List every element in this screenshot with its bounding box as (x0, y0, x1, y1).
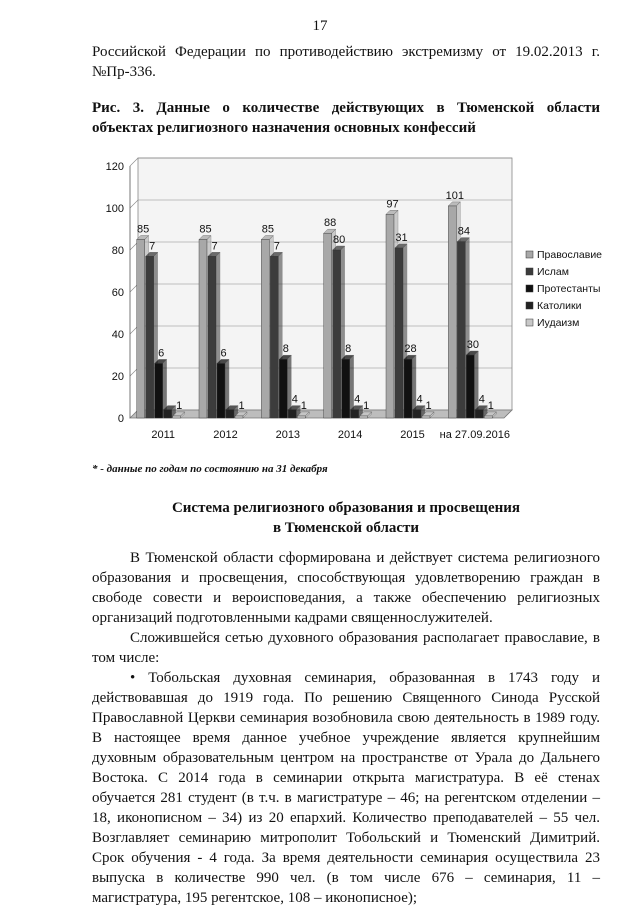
legend-entry: Протестанты (537, 283, 601, 295)
data-label: 1 (487, 399, 494, 412)
data-label: 85 (137, 223, 150, 236)
legend-entry: Католики (537, 300, 582, 312)
legend-entry: Ислам (537, 266, 569, 278)
section-heading (92, 498, 600, 538)
bar (466, 355, 474, 418)
section-heading-line-1: Система религиозного образования и просвещения (171, 500, 521, 516)
data-label: 4 (416, 393, 423, 406)
bar (484, 416, 492, 418)
data-label: 101 (445, 189, 465, 202)
bar (270, 256, 278, 418)
bar-chart (92, 150, 614, 455)
data-label: 1 (363, 399, 370, 412)
data-label: 8 (345, 343, 352, 356)
paragraph-bullet-seminary: • Тобольская духовная семинария, образованная в 1743 году и действовавшая до 1919 года. По решению Священного Синода Русской Православной Церкви семинария возобновила свою деятельность в 1989 году. В настоящее время данное учебное учреждение является крупнейшим духовным образовательным центром на пространстве от Урала до Дальнего Востока. С 2014 года в семинарии открыта магистратура. В её стенах обучается 281 студент (в т.ч. в магистратуре – 46; на регентском отделении – 18, иконописном – 34) из 20 епархий. Количество преподавателей – 55 чел. Возглавляет семинарию митрополит Тобольский и Тюменский Димитрий. Срок обучения - 4 года. За время деятельности семинария осуществила 23 выпуска в количестве 990 чел. (в том числе 676 – семинария, 11 – магистратура, 195 регентское, 108 – иконописное); (92, 670, 600, 906)
bar (288, 410, 296, 418)
bar (226, 410, 234, 418)
x-tick-label: 2014 (337, 429, 363, 441)
bar (360, 416, 368, 418)
data-label: 1 (238, 399, 245, 412)
bar (199, 240, 207, 419)
data-label: 1 (425, 399, 432, 412)
bar (351, 410, 359, 418)
y-tick-label: 60 (111, 287, 124, 299)
bar (342, 359, 350, 418)
page-number: 17 (312, 18, 328, 34)
legend-swatch (526, 285, 533, 292)
data-label: 6 (220, 347, 227, 360)
data-label: 7 (273, 240, 280, 253)
data-label: 28 (404, 343, 417, 356)
bar (333, 250, 341, 418)
data-label: 80 (333, 234, 346, 246)
bar (413, 410, 421, 418)
bar (279, 359, 287, 418)
chart-svg (92, 150, 614, 455)
y-tick-label: 120 (105, 161, 124, 173)
y-tick-label: 40 (111, 329, 124, 341)
data-label: 84 (457, 225, 470, 238)
data-label: 4 (354, 393, 361, 406)
bar (235, 416, 243, 418)
data-label: 1 (300, 399, 307, 412)
x-tick-label: 2012 (213, 429, 238, 441)
x-tick-label: 2013 (275, 429, 301, 441)
paragraph-2: Сложившейся сетью духовного образования располагает православие, в том числе: (92, 630, 600, 666)
data-label: 97 (386, 198, 399, 211)
figure-title-line-2: объектах религиозного назначения основных конфессий (92, 120, 476, 136)
data-label: 31 (395, 231, 408, 244)
legend-swatch (526, 268, 533, 275)
y-tick-label: 80 (111, 245, 124, 257)
bar (155, 363, 163, 418)
bar (457, 242, 465, 418)
body-text (92, 548, 600, 908)
bar (422, 416, 430, 418)
data-label: 1 (176, 399, 183, 412)
data-label: 7 (211, 240, 218, 253)
intro-line-1: Российской Федерации по противодействию экстремизму от 19.02.2013 г. (92, 44, 600, 60)
figure-title (92, 98, 600, 138)
x-tick-label: 2011 (151, 429, 175, 441)
x-tick-label: 2015 (400, 429, 425, 441)
section-heading-line-2: в Тюменской области (272, 520, 420, 536)
y-tick-label: 100 (105, 203, 124, 215)
bar (448, 206, 456, 418)
legend-swatch (526, 251, 533, 258)
data-label: 8 (282, 343, 289, 356)
x-tick-label: на 27.09.2016 (439, 429, 510, 441)
paragraph-1: В Тюменской области сформирована и действует система религиозного образования и просвещения, способствующая удовлетворению граждан в свободе совести и вероисповедания, а также обеспечению религиозных организаций подготовленными кадрами священнослужителей. (92, 550, 600, 626)
bar (173, 416, 181, 418)
data-label: 85 (261, 223, 274, 236)
data-label: 88 (324, 217, 337, 230)
bar (146, 256, 154, 418)
bar (164, 410, 172, 418)
intro-line-2: №Пр-336. (92, 64, 156, 80)
bar (324, 233, 332, 418)
bar (386, 214, 394, 418)
legend-swatch (526, 319, 533, 326)
data-label: 4 (291, 393, 298, 406)
y-tick-label: 0 (117, 413, 124, 425)
legend-entry: Православие (537, 249, 603, 261)
bar (137, 240, 145, 419)
bar (475, 410, 483, 418)
figure-title-line-1: Рис. 3. Данные о количестве действующих в Тюменской области (92, 100, 600, 116)
chart-footnote: * - данные по годам по состоянию на 31 декабря (92, 463, 328, 475)
bar (395, 248, 403, 418)
bar (404, 359, 412, 418)
y-tick-label: 20 (111, 371, 124, 383)
grid-line-side (130, 200, 138, 208)
data-label: 85 (199, 223, 212, 236)
data-label: 4 (478, 393, 485, 406)
legend-swatch (526, 302, 533, 309)
bar (261, 240, 269, 419)
data-label: 7 (149, 240, 156, 253)
bar (297, 416, 305, 418)
data-label: 30 (466, 339, 479, 351)
data-label: 6 (158, 347, 165, 360)
grid-line-side (130, 158, 138, 166)
legend-entry: Иудаизм (537, 317, 580, 329)
bar (208, 256, 216, 418)
bar (217, 363, 225, 418)
